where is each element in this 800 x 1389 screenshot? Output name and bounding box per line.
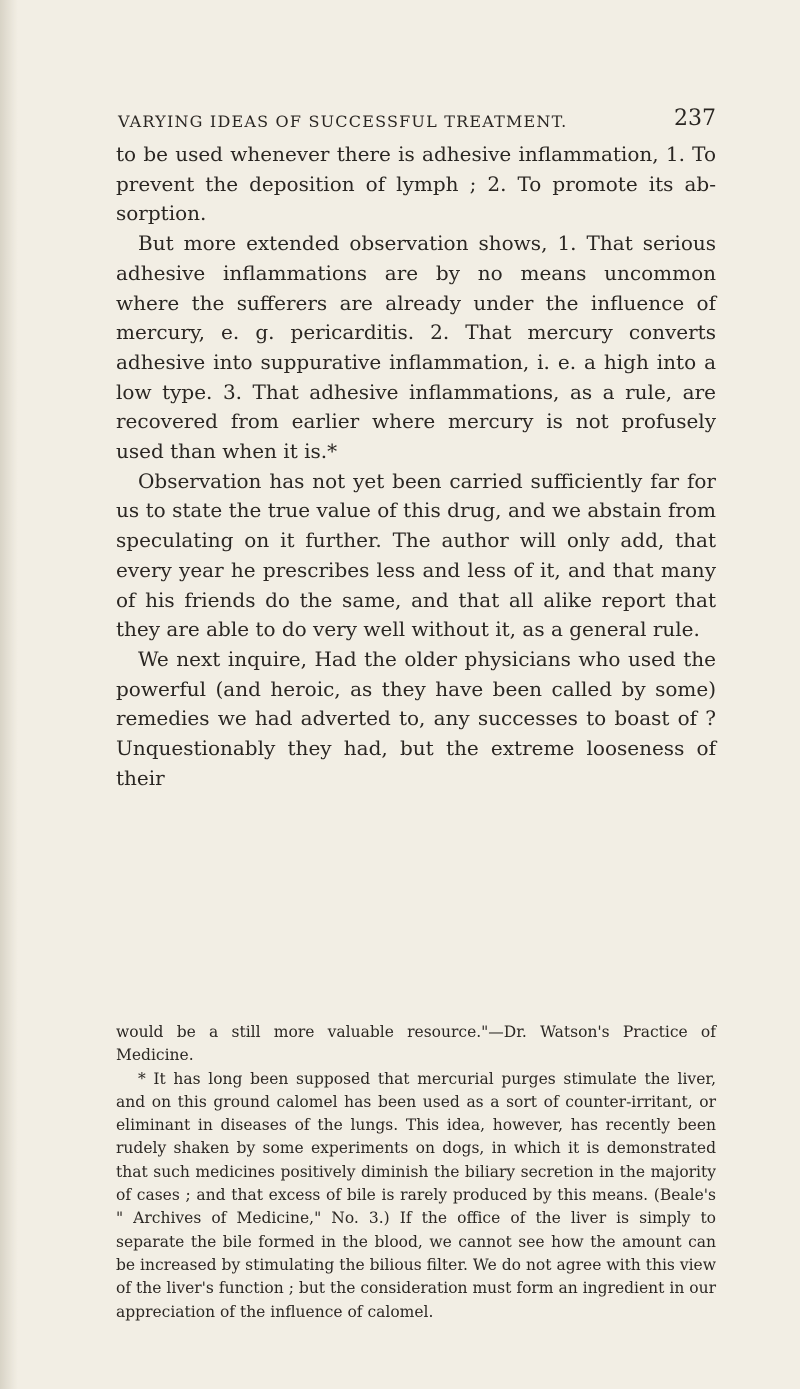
page-header xyxy=(118,106,716,134)
main-text xyxy=(116,140,716,793)
footnote: * It has long been supposed that mercurial purges stimulate the liver, and on this ground calomel has been used as a sort of counter-irritant, or eliminant in diseases of the lungs. This idea, however, has recently been rudely shaken by some experiments on dogs, in which it is demonstrated that such medicines positively diminish the biliary secretion in the majority of cases ; and that excess of bile is rarely produced by this means. (Beale's " Archives of Medicine," No. 3.) If the office of the liver is simply to separate the bile formed in the blood, we cannot see how the amount can be increased by stimulating the bilious filter. We do not agree with this view of the liver's function ; but the consideration must form an ingredient in our appreciation of the influence of calomel. xyxy=(116,1069,716,1321)
paragraph: Observation has not yet been carried sufficiently far for us to state the true value of this drug, and we abstain from speculating on it further. The author will only add, that every year he prescribes less and less of it, and that many of his friends do the same, and that all alike report that they are able to do very well without it, as a general rule. xyxy=(116,468,716,642)
paragraph-continued: to be used whenever there is adhesive inflammation, 1. To prevent the deposition of lymph ; 2. To promote its absorption. xyxy=(116,142,716,226)
page-number: 237 xyxy=(674,106,716,131)
paragraph: We next inquire, Had the older physicians who used the powerful (and heroic, as they have been called by some) remedies we had adverted to, any successes to boast of ? Unquestionably they had, but the extreme looseness of their xyxy=(116,646,716,790)
paragraph: But more extended observation shows, 1. That serious adhesive inflammations are by no means uncommon where the sufferers are already under the influence of mercury, e. g. pericarditis. 2. That mercury converts adhesive into suppurative inflammation, i. e. a high into a low type. 3. That adhesive inflammations, as a rule, are recovered from earlier where mercury is not profusely used than when it is.* xyxy=(116,231,716,464)
running-head: VARYING IDEAS OF SUCCESSFUL TREATMENT. xyxy=(118,112,568,131)
footnotes xyxy=(116,1021,716,1324)
footnote-continued: would be a still more valuable resource."—Dr. Watson's Practice of Medicine. xyxy=(116,1023,716,1065)
